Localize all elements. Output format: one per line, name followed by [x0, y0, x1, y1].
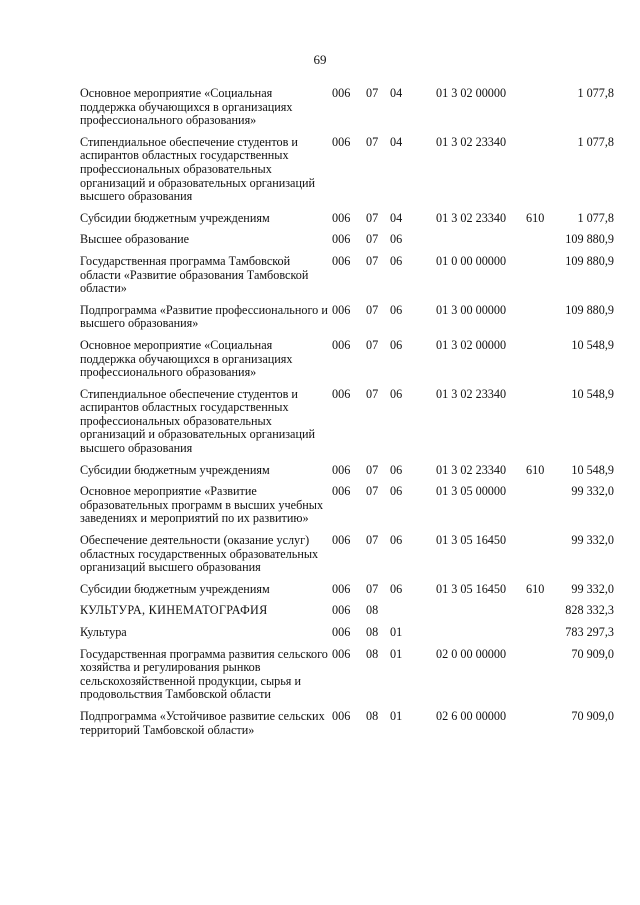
- row-name: Основное мероприятие «Социальная поддержка обучающихся в организациях профессионального образования»: [80, 337, 293, 380]
- row-vr: [526, 648, 556, 710]
- row-vr: [526, 233, 556, 255]
- table-row: [80, 255, 614, 304]
- table-row: [80, 212, 614, 234]
- row-rz: 07: [366, 462, 379, 477]
- row-vr: [526, 604, 556, 626]
- row-csr: 01 3 02 23340: [436, 386, 507, 401]
- row-rz: 07: [366, 253, 379, 268]
- budget-table: [80, 87, 614, 745]
- row-name: Стипендиальное обеспечение студентов и аспирантов областных государственных профессиональных образовательных организаций и образовательных организаций высшего образования: [80, 134, 316, 204]
- row-sum: 109 880,9: [565, 302, 614, 317]
- table-row: [80, 626, 614, 648]
- row-csr: 01 3 05 16450: [436, 533, 507, 548]
- table-row: [80, 136, 614, 212]
- row-pr: 06: [390, 337, 403, 352]
- table-row: [80, 710, 614, 745]
- row-csr: 01 3 02 23340: [436, 462, 507, 477]
- row-rz: 07: [366, 581, 379, 596]
- row-name: Основное мероприятие «Развитие образовательных программ в высших учебных заведениях и мероприятий по их развитию»: [80, 484, 324, 526]
- row-sum: 1 077,8: [577, 210, 614, 225]
- row-pr: 04: [390, 86, 403, 100]
- table-row: [80, 87, 614, 136]
- row-grbs: 006: [332, 337, 351, 352]
- row-rz: 07: [366, 86, 379, 100]
- row-grbs: 006: [332, 134, 351, 149]
- row-sum: 828 332,3: [565, 603, 614, 618]
- row-vr: [526, 710, 556, 745]
- row-pr: 06: [390, 386, 403, 401]
- row-name: Субсидии бюджетным учреждениям: [80, 462, 270, 477]
- row-name: Государственная программа Тамбовской области «Развитие образования Тамбовской области»: [80, 253, 309, 296]
- row-grbs: 006: [332, 646, 351, 661]
- row-pr: 04: [390, 134, 403, 149]
- row-sum: 99 332,0: [571, 581, 614, 596]
- budget-table-body: [80, 87, 614, 745]
- row-rz: 07: [366, 386, 379, 401]
- row-name: Субсидии бюджетным учреждениям: [80, 210, 270, 225]
- row-csr: 01 3 02 00000: [436, 337, 507, 352]
- row-sum: 70 909,0: [571, 708, 614, 723]
- row-rz: 07: [366, 302, 379, 317]
- row-name: Субсидии бюджетным учреждениям: [80, 581, 270, 596]
- row-vr: 610: [526, 581, 545, 596]
- row-csr: 01 3 05 16450: [436, 581, 507, 596]
- row-vr: [526, 87, 556, 136]
- row-csr: [436, 233, 526, 255]
- row-pr: 06: [390, 232, 403, 247]
- row-vr: 610: [526, 462, 545, 477]
- row-csr: 01 3 02 00000: [436, 86, 507, 100]
- row-grbs: 006: [332, 302, 351, 317]
- row-sum: 783 297,3: [565, 625, 614, 639]
- row-vr: [526, 534, 556, 583]
- row-rz: 07: [366, 337, 379, 352]
- row-sum: 10 548,9: [571, 337, 614, 352]
- row-name: Основное мероприятие «Социальная поддержка обучающихся в организациях профессионального образования»: [80, 86, 293, 128]
- row-vr: [526, 339, 556, 388]
- row-rz: 08: [366, 625, 379, 639]
- row-sum: 109 880,9: [565, 232, 614, 247]
- row-grbs: 006: [332, 603, 351, 618]
- row-vr: [526, 485, 556, 534]
- row-name: Стипендиальное обеспечение студентов и аспирантов областных государственных профессиональных образовательных организаций и образовательных организаций высшего образования: [80, 386, 316, 456]
- row-csr: 02 6 00 00000: [436, 708, 507, 723]
- row-rz: 07: [366, 210, 379, 225]
- row-pr: 06: [390, 253, 403, 268]
- row-vr: [526, 388, 556, 464]
- row-sum: 10 548,9: [571, 462, 614, 477]
- row-sum: 109 880,9: [565, 253, 614, 268]
- row-csr: 01 3 02 23340: [436, 134, 507, 149]
- table-row: [80, 304, 614, 339]
- row-csr: 01 3 02 23340: [436, 210, 507, 225]
- table-row: [80, 233, 614, 255]
- row-grbs: 006: [332, 533, 351, 548]
- row-sum: 1 077,8: [577, 134, 614, 149]
- row-sum: 99 332,0: [571, 533, 614, 548]
- row-pr: [390, 604, 436, 626]
- table-row: [80, 485, 614, 534]
- row-vr: 610: [526, 210, 545, 225]
- row-grbs: 006: [332, 210, 351, 225]
- row-csr: 01 3 00 00000: [436, 302, 507, 317]
- table-row: [80, 648, 614, 710]
- row-name: Подпрограмма «Устойчивое развитие сельских территорий Тамбовской области»: [80, 708, 325, 737]
- row-vr: [526, 304, 556, 339]
- row-vr: [526, 136, 556, 212]
- row-grbs: 006: [332, 86, 351, 100]
- row-sum: 70 909,0: [571, 646, 614, 661]
- row-csr: [436, 604, 526, 626]
- row-grbs: 006: [332, 708, 351, 723]
- row-csr: 01 3 05 00000: [436, 484, 507, 499]
- table-row: [80, 464, 614, 486]
- row-pr: 06: [390, 533, 403, 548]
- row-sum: 10 548,9: [571, 386, 614, 401]
- row-sum: 99 332,0: [571, 484, 614, 499]
- table-row: [80, 388, 614, 464]
- row-grbs: 006: [332, 462, 351, 477]
- row-pr: 06: [390, 581, 403, 596]
- row-csr: 02 0 00 00000: [436, 646, 507, 661]
- row-rz: 07: [366, 134, 379, 149]
- row-rz: 07: [366, 533, 379, 548]
- row-rz: 07: [366, 484, 379, 499]
- table-row: [80, 583, 614, 605]
- row-grbs: 006: [332, 625, 351, 639]
- row-name: Высшее образование: [80, 232, 190, 247]
- page-number: 69: [313, 52, 327, 67]
- row-rz: 07: [366, 232, 379, 247]
- table-row: [80, 534, 614, 583]
- row-grbs: 006: [332, 484, 351, 499]
- row-rz: 08: [366, 708, 379, 723]
- row-pr: 01: [390, 646, 403, 661]
- row-pr: 01: [390, 625, 403, 639]
- row-pr: 06: [390, 302, 403, 317]
- row-name: Государственная программа развития сельского хозяйства и регулирования рынков сельскохозяйственной продукции, сырья и продовольствия Тамбовской области: [80, 646, 328, 702]
- row-name: КУЛЬТУРА, КИНЕМАТОГРАФИЯ: [80, 603, 268, 618]
- row-pr: 01: [390, 708, 403, 723]
- row-grbs: 006: [332, 253, 351, 268]
- row-vr: [526, 626, 556, 648]
- row-vr: [526, 255, 556, 304]
- table-row: [80, 339, 614, 388]
- row-grbs: 006: [332, 232, 351, 247]
- row-csr: [436, 626, 526, 648]
- table-row: [80, 604, 614, 626]
- row-sum: 1 077,8: [577, 86, 614, 100]
- row-pr: 06: [390, 484, 403, 499]
- row-name: Подпрограмма «Развитие профессионального и высшего образования»: [80, 302, 328, 331]
- row-pr: 04: [390, 210, 403, 225]
- row-grbs: 006: [332, 386, 351, 401]
- row-name: Обеспечение деятельности (оказание услуг) областных государственных образовательных организаций высшего образования: [80, 533, 319, 575]
- row-grbs: 006: [332, 581, 351, 596]
- row-rz: 08: [366, 646, 379, 661]
- row-name: Культура: [80, 625, 127, 639]
- row-csr: 01 0 00 00000: [436, 253, 507, 268]
- row-rz: 08: [366, 603, 379, 618]
- row-pr: 06: [390, 462, 403, 477]
